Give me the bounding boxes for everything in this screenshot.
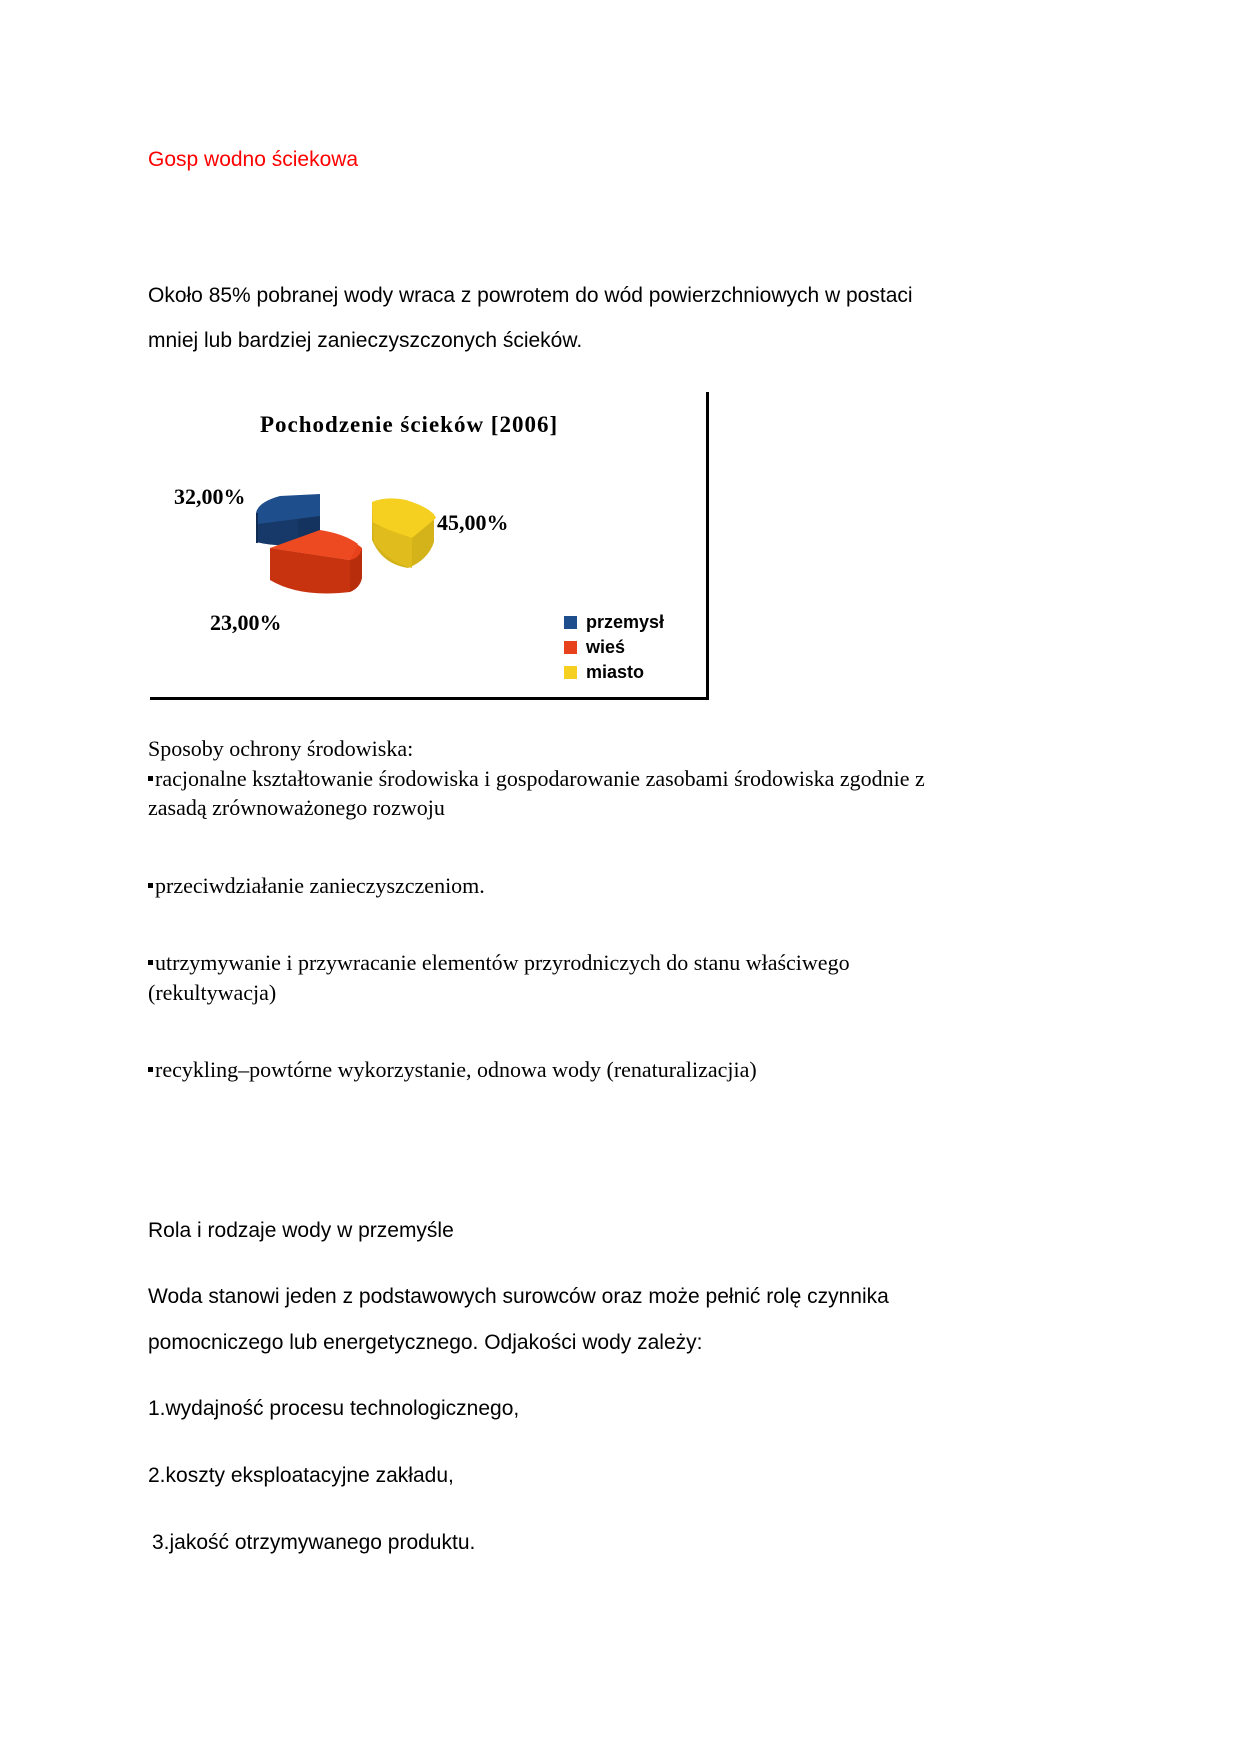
protection-heading: Sposoby ochrony środowiska:	[148, 736, 414, 761]
bullet-3-text: utrzymywanie i przywracanie elementów przyrodniczych do stanu właściwego	[155, 950, 850, 975]
chart-border-bottom	[150, 697, 709, 700]
document-title: Gosp wodno ściekowa	[148, 148, 359, 171]
list-item-3: 3.jakość otrzymywanego produktu.	[152, 1531, 476, 1554]
intro-line-2: mniej lub bardziej zanieczyszczonych ścieków.	[148, 329, 583, 352]
bullet-marker-icon	[148, 883, 153, 888]
pie-slice-miasto	[372, 498, 436, 568]
pie-label-miasto: 45,00%	[437, 510, 509, 535]
bullet-2	[148, 873, 485, 899]
industry-paragraph-line-2: pomocniczego lub energetycznego. Odjakości wody zależy:	[148, 1331, 703, 1354]
pie-chart	[150, 392, 710, 700]
bullet-4	[148, 1057, 757, 1083]
bullet-marker-icon	[148, 1067, 153, 1072]
bullet-1	[148, 766, 925, 792]
chart-title: Pochodzenie ścieków [2006]	[260, 412, 559, 437]
legend-label: przemysł	[586, 612, 665, 632]
legend-item-miasto	[564, 660, 664, 685]
bullet-4-text: recykling–powtórne wykorzystanie, odnowa wody (renaturalizacjia)	[155, 1057, 757, 1082]
list-item-2: 2.koszty eksploatacyjne zakładu,	[148, 1464, 454, 1487]
legend-label: miasto	[586, 662, 645, 682]
legend-item-wies	[564, 635, 664, 660]
bullet-1-text: racjonalne kształtowanie środowiska i gospodarowanie zasobami środowiska zgodnie z	[155, 766, 925, 791]
pie-label-przemysl: 32,00%	[174, 484, 246, 509]
bullet-2-text: przeciwdziałanie zanieczyszczeniom.	[155, 873, 485, 898]
industry-heading: Rola i rodzaje wody w przemyśle	[148, 1219, 454, 1242]
legend-swatch-miasto	[564, 666, 577, 679]
bullet-1-continuation: zasadą zrównoważonego rozwoju	[148, 795, 445, 820]
chart-border-right	[706, 392, 709, 700]
legend-swatch-przemysl	[564, 616, 577, 629]
bullet-3-continuation: (rekultywacja)	[148, 980, 277, 1005]
legend-item-przemysl	[564, 610, 664, 635]
legend-label: wieś	[586, 637, 626, 657]
industry-paragraph-line-1: Woda stanowi jeden z podstawowych surowców oraz może pełnić rolę czynnika	[148, 1285, 889, 1308]
chart-legend	[564, 610, 664, 685]
bullet-marker-icon	[148, 776, 153, 781]
legend-swatch-wies	[564, 641, 577, 654]
bullet-marker-icon	[148, 960, 153, 965]
pie-label-wies: 23,00%	[210, 610, 282, 635]
list-item-1: 1.wydajność procesu technologicznego,	[148, 1397, 520, 1420]
intro-line-1: Około 85% pobranej wody wraca z powrotem do wód powierzchniowych w postaci	[148, 284, 913, 307]
bullet-3	[148, 950, 850, 976]
